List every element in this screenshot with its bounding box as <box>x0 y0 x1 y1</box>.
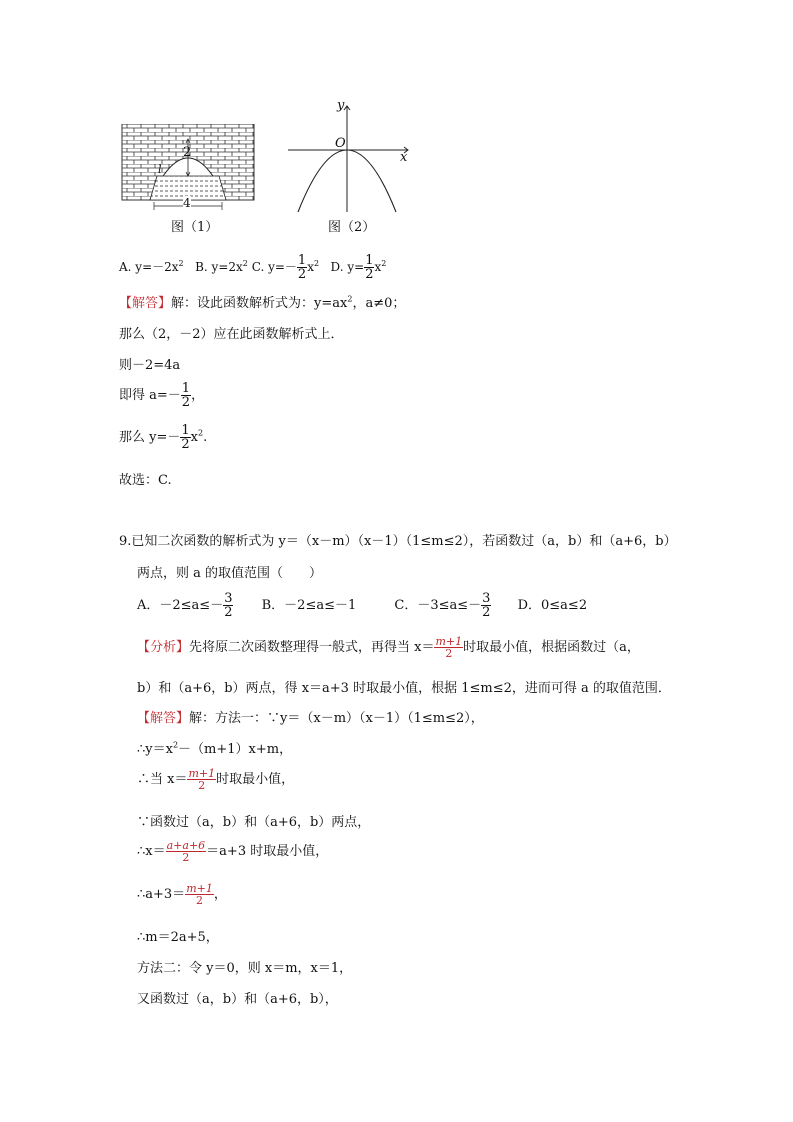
figure-2-parabola <box>284 102 414 214</box>
q9-option-a: A．－2≤a≤－ $\frac{3}{2}$ <box>137 591 233 620</box>
q9-answer-line1: 【解答】解：方法一：∵y＝（x－m）（x－1）（1≤m≤2）， <box>137 711 484 726</box>
figure-2-x-label: x <box>400 150 408 165</box>
q9-option-d: D．0≤a≤2 <box>517 598 588 613</box>
figure-1-width-label: 4 <box>183 196 191 210</box>
figure-2-caption: 图（2） <box>328 220 376 235</box>
figure-1-caption: 图（1） <box>171 220 219 235</box>
q9-stem-line2: 两点，则 a 的取值范围（ ） <box>137 566 323 581</box>
q9-answer-line6: ∴a+3＝ $\frac{m+1}{2}$ ， <box>137 882 227 907</box>
q8-answer-line2: 那么（2，－2）应在此函数解析式上． <box>119 327 344 342</box>
q9-stem-line1: 9.已知二次函数的解析式为 y＝（x－m）（x－1）（1≤m≤2），若函数过（a，b）和（a+6，b） <box>119 534 677 549</box>
analysis-tag: 【分析】 <box>137 640 190 655</box>
q8-answer-line1: 【解答】解：设此函数解析式为：$y=ax^2$，a≠0； <box>119 294 406 311</box>
q9-answer-line3: ∴当 x＝ $\frac{m+1}{2}$ 时取最小值， <box>137 767 295 792</box>
answer-tag: 【解答】 <box>137 711 190 726</box>
q8-option-a: A. $y=-2x^2$ <box>119 259 184 274</box>
q9-options <box>137 592 587 619</box>
q9-answer-line5: ∴x＝ $\frac{a+a+6}{2}$ ＝a+3 时取最小值， <box>137 839 329 864</box>
figure-1-water-label: l <box>158 163 162 176</box>
q8-answer-line5: 那么 y=－ $\frac{1}{2}$ $x^2$. <box>119 423 208 452</box>
q8-option-b: B. $y=2x^2$ <box>195 259 248 274</box>
q9-analysis-line1: 【分析】先将原二次函数整理得一般式，再得当 x＝ $\frac{m+1}{2}$ 时取最小值，根据函数过（a， <box>137 635 640 660</box>
q9-answer-line2: $\therefore y=x^2-(m+1)x+m$， <box>137 740 293 757</box>
q8-option-d: D. y= $\frac{1}{2}$ $x^2$ <box>330 253 387 282</box>
figure-2-origin-label: O <box>335 136 346 151</box>
q9-analysis-line2: b）和（a+6，b）两点，得 x＝a+3 时取最小值，根据 1≤m≤2，进而可得 a 的取值范围． <box>137 681 671 696</box>
q8-answer-line6: 故选：C. <box>119 473 172 488</box>
q9-option-c: C．－3≤a≤－ $\frac{3}{2}$ <box>394 591 491 620</box>
q9-option-b: B．－2≤a≤－1 <box>261 598 357 613</box>
q9-answer-line7: ∴m＝2a+5， <box>137 930 219 945</box>
q8-options <box>119 250 386 281</box>
q9-answer-line4: ∵函数过（a，b）和（a+6，b）两点， <box>137 815 371 830</box>
q8-answer-line4: 即得 a=－ $\frac{1}{2}$ ， <box>119 381 205 410</box>
q8-answer-line3: 则－2=4a <box>119 358 181 373</box>
q8-option-c: C. y=－ $\frac{1}{2}$ $x^2$ <box>251 253 320 282</box>
q9-answer-line9: 又函数过（a，b）和（a+6，b）， <box>137 992 338 1007</box>
figure-1-height-label: 2 <box>183 145 192 160</box>
figure-2-y-label: y <box>337 98 345 113</box>
q9-answer-line8: 方法二：令 y＝0，则 x＝m，x＝1， <box>137 961 353 976</box>
answer-tag: 【解答】 <box>119 296 172 311</box>
